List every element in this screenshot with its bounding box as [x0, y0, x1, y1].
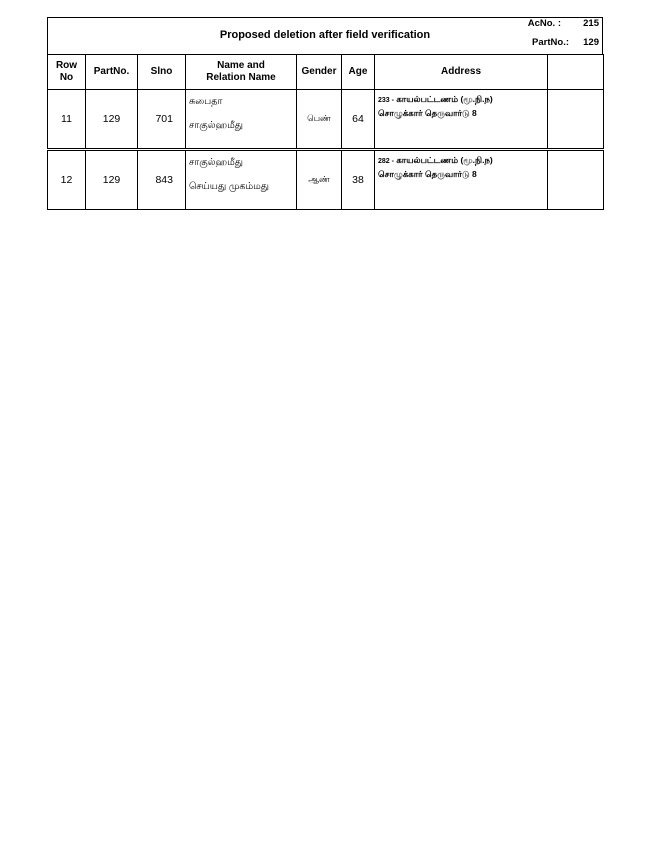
cell-address [375, 151, 548, 210]
ac-number [528, 18, 599, 29]
cell-age: 38 [342, 151, 375, 210]
col-header-address: Address [375, 55, 548, 90]
cell-extra [548, 90, 604, 149]
cell-gender: பெண் [297, 90, 342, 149]
col-header-name-line2: Relation Name [206, 72, 276, 83]
address-line-1: காயல்பட்டணம் (மூ.நி.ந) [396, 155, 493, 165]
col-header-name-line1: Name and [217, 60, 265, 71]
cell-slno: 701 [138, 90, 186, 149]
table-header-row [48, 55, 604, 90]
part-number-label: PartNo.: [532, 37, 569, 48]
door-number: 233 - [378, 97, 394, 104]
voter-name: சாகுல்ஹமீது [189, 157, 244, 168]
table-row [48, 151, 604, 210]
col-header-extra [548, 55, 604, 90]
relation-name: சாகுல்ஹமீது [189, 120, 244, 131]
door-number: 282 - [378, 158, 394, 165]
relation-name: செய்யது முகம்மது [189, 181, 269, 192]
col-header-slno: Slno [138, 55, 186, 90]
col-header-row-no: Row No [48, 55, 86, 90]
deletion-table [47, 54, 604, 210]
voter-name: சுபைதா [189, 96, 223, 107]
cell-part-no: 129 [86, 151, 138, 210]
col-header-part-no: PartNo. [86, 55, 138, 90]
cell-row-no: 11 [48, 90, 86, 149]
col-header-age: Age [342, 55, 375, 90]
cell-name [186, 90, 297, 149]
cell-row-no: 12 [48, 151, 86, 210]
cell-slno: 843 [138, 151, 186, 210]
part-number-value: 129 [583, 37, 599, 48]
part-number [532, 37, 599, 48]
cell-gender: ஆண் [297, 151, 342, 210]
cell-part-no: 129 [86, 90, 138, 149]
address-line-2: சொழுக்கார் தெருவார்டு 8 [378, 169, 477, 179]
col-header-gender: Gender [297, 55, 342, 90]
ac-number-label: AcNo. : [527, 18, 561, 29]
cell-age: 64 [342, 90, 375, 149]
cell-name [186, 151, 297, 210]
report-title: Proposed deletion after field verification [219, 29, 431, 41]
col-header-name [186, 55, 297, 90]
ac-number-value: 215 [583, 18, 599, 29]
address-line-2: சொழுக்கார் தெருவார்டு 8 [378, 108, 477, 118]
cell-extra [548, 151, 604, 210]
report-header [47, 17, 603, 54]
address-line-1: காயல்பட்டணம் (மூ.நி.ந) [396, 94, 493, 104]
cell-address [375, 90, 548, 149]
table-row [48, 90, 604, 149]
